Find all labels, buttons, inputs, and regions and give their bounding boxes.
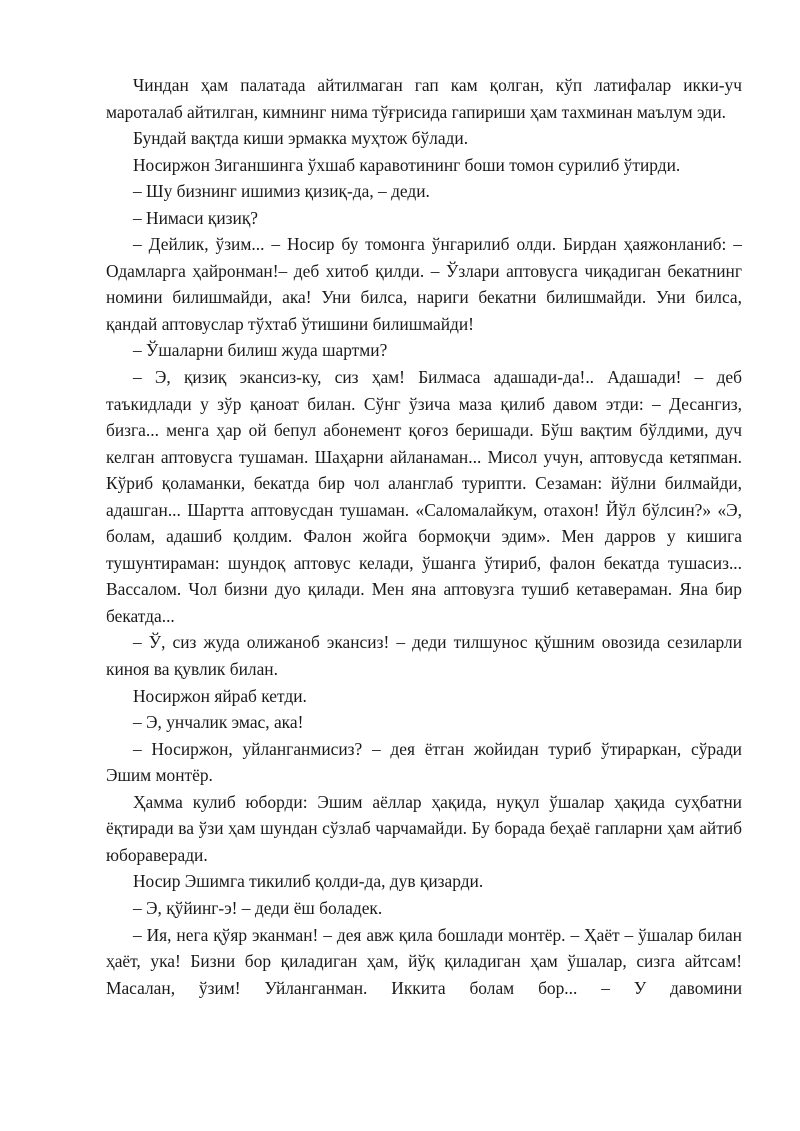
dialogue-line: – Шу бизнинг ишимиз қизиқ-да, – деди. [133,181,430,202]
paragraph: Носиржон Зиганшинга ўхшаб каравотининг боши томон сурилиб ўтирди. [133,154,681,175]
dialogue-line: – Ў, сиз жуда олижаноб экансиз! – деди тилшунос қўшним овозида сезиларли киноя ва қувлик билан. [106,632,742,680]
dialogue-line: – Э, унчалик эмас, ака! [133,712,304,733]
dialogue-line: – Э, қизиқ экансиз-ку, сиз ҳам! Билмаса адашади-да!.. Адашади! – деб таъкидлади у зўр қаноат билан. Сўнг ўзича маза қилиб давом этди: – Десангиз, бизга... менга ҳар ой бепул абонемент қоғоз беришади. Бўш вақтим бўлдими, дуч келган аптовусга тушаман. Шаҳарни айланаман... Мисол учун, аптовусда кетяпман. Кўриб қоламанки, бекатда бир чол аланглаб турипти. Сезаман: йўлни билмайди, адашган... Шартта аптовусдан тушаман. «Саломалайкум, отахон! Йўл бўлсин?» «Э, болам, адашиб қолдим. Фалон жойга бормоқчи эдим». Мен дарров у кишига тушунтираман: шундоқ аптовус келади, ўшанга ўтириб, фалон бекатда тушасиз... Вассалом. Чол бизни дуо қилади. Мен яна аптовузга тушиб кетавераман. Яна бир бекатда... [106,367,742,626]
paragraph: Носиржон яйраб кетди. [133,685,307,706]
dialogue-line: – Ўшаларни билиш жуда шартми? [133,340,388,361]
dialogue-line: – Дейлик, ўзим... – Носир бу томонга ўнгарилиб олди. Бирдан ҳаяжонланиб: – Одамларга ҳайронман!– деб хитоб қилди. – Ўзлари аптовусга чиқадиган бекатнинг номини билишмайди, ака! Уни билса, нариги бекатни билишмайди. Уни билса, қандай аптовуслар тўхтаб ўтишини билишмайди! [106,234,742,334]
body-text [106,72,742,1001]
paragraph: Чиндан ҳам палатада айтилмаган гап кам қолган, кўп латифалар икки-уч мароталаб айтилган, кимнинг нима тўғрисида гапириши ҳам тахминан маълум эди. [106,75,742,122]
dialogue-line: – Э, қўйинг-э! – деди ёш боладек. [133,897,383,918]
paragraph: Носир Эшимга тикилиб қолди-да, дув қизарди. [133,871,484,892]
dialogue-line: – Нимаси қизиқ? [133,207,258,228]
dialogue-line: – Ия, нега қўяр эканман! – дея авж қила бошлади монтёр. – Ҳаёт – ўшалар билан ҳаёт, ука! Бизни бор қиладиган ҳам, йўқ қиладиган ҳам ўшалар, сизга айтсам! Масалан, ўзим! Уйланганман. Иккита болам бор... – У давомини [106,924,742,998]
dialogue-line: – Носиржон, уйланганмисиз? – дея ётган жойидан туриб ўтираркан, сўради Эшим монтёр. [106,738,742,786]
paragraph: Бундай вақтда киши эрмакка муҳтож бўлади. [133,128,469,149]
paragraph: Ҳамма кулиб юборди: Эшим аёллар ҳақида, нуқул ўшалар ҳақида суҳбатни ёқтиради ва ўзи ҳам шундан сўзлаб чарчамайди. Бу борада беҳаё гапларни ҳам айтиб юбораверади. [106,791,742,865]
